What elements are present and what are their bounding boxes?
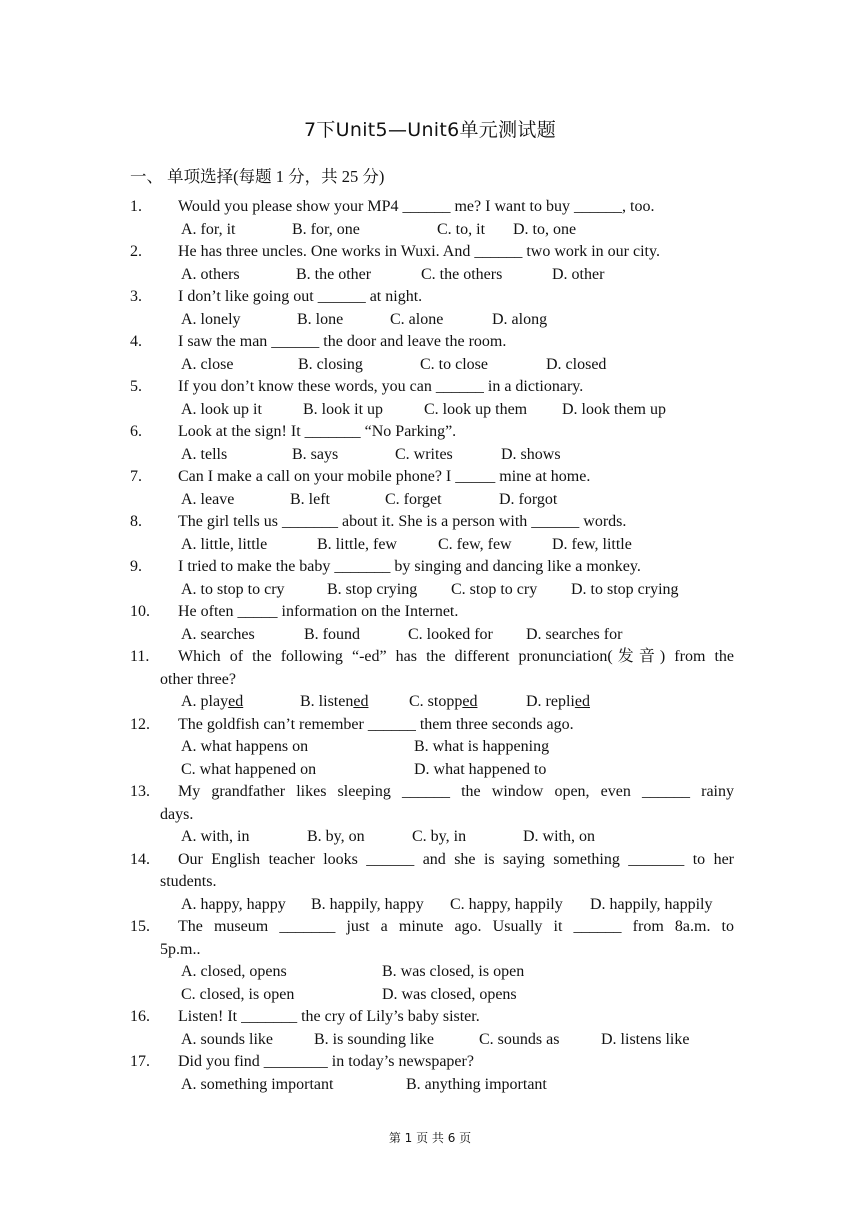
option-b: B. the other <box>296 265 372 283</box>
question-9 <box>130 556 734 601</box>
option-d: D. closed <box>546 355 607 373</box>
question-12 <box>130 714 734 782</box>
question-text: Would you please show your MP4 ______ me? I want to buy ______, too. <box>178 198 655 215</box>
question-number: 12. <box>130 715 150 733</box>
underlined-ending: ed <box>353 693 369 710</box>
section-heading: 一、 单项选择(每题 1 分，共 25 分) <box>130 167 385 186</box>
option-c: C. the others <box>421 265 503 283</box>
question-number: 6. <box>130 423 142 440</box>
option-a: A. tells <box>181 445 228 463</box>
question-text: I don’t like going out ______ at night. <box>178 288 423 305</box>
option-a: A. little, little <box>181 535 268 553</box>
option-c: C. forget <box>385 490 442 508</box>
question-number: 4. <box>130 333 142 350</box>
option-c: C. writes <box>395 445 453 463</box>
question-number: 15. <box>130 918 150 935</box>
question-number: 7. <box>130 468 142 485</box>
option-a: A. closed, opens <box>181 963 287 980</box>
option-a: A. leave <box>181 490 235 508</box>
option-b: B. found <box>304 625 360 643</box>
question-16 <box>130 1006 734 1051</box>
option-d: D. to, one <box>513 220 577 238</box>
option-b: B. what is happening <box>414 738 550 755</box>
option-c: C. looked for <box>408 625 493 643</box>
option-c: C. sounds as <box>479 1030 560 1048</box>
question-text-continued: days. <box>160 805 194 823</box>
page-title: 7下Unit5—Unit6单元测试题 <box>303 119 557 141</box>
option-b: B. by, on <box>307 828 365 845</box>
option-b: B. was closed, is open <box>382 963 525 980</box>
option-a: A. to stop to cry <box>181 580 285 598</box>
option-a: A. with, in <box>181 828 250 845</box>
question-5 <box>130 376 734 421</box>
question-number: 3. <box>130 288 142 305</box>
option-c: C. look up them <box>424 400 528 418</box>
option-a: A. played <box>181 693 244 710</box>
option-c: C. alone <box>390 310 444 328</box>
option-a: A. others <box>181 265 240 283</box>
option-a: A. what happens on <box>181 738 309 755</box>
option-a: A. for, it <box>181 220 236 238</box>
question-text: He has three uncles. One works in Wuxi. And ______ two work in our city. <box>178 243 660 260</box>
option-d: D. replied <box>526 693 590 710</box>
option-b: B. listened <box>300 693 369 710</box>
option-d: D. other <box>552 265 605 283</box>
question-14 <box>130 849 734 917</box>
question-text: Our English teacher looks ______ and she is saying something _______ to her <box>178 850 734 868</box>
option-c: C. happy, happily <box>450 895 563 913</box>
question-text-continued: other three? <box>160 670 236 688</box>
question-10 <box>130 601 734 646</box>
question-text: Look at the sign! It _______ “No Parking”. <box>178 423 457 440</box>
question-13 <box>130 781 734 849</box>
option-d: D. was closed, opens <box>382 985 517 1003</box>
option-c: C. what happened on <box>181 760 317 778</box>
option-d: D. forgot <box>499 490 558 508</box>
question-text: Listen! It _______ the cry of Lily’s baby sister. <box>178 1008 480 1025</box>
option-b: B. little, few <box>317 535 397 553</box>
question-text: I tried to make the baby _______ by singing and dancing like a monkey. <box>178 558 641 575</box>
option-c: C. to close <box>420 355 488 373</box>
question-15 <box>130 916 734 1006</box>
underlined-ending: ed <box>228 693 244 710</box>
option-b: B. lone <box>297 310 344 328</box>
question-text: The museum _______ just a minute ago. Usually it ______ from 8a.m. to <box>178 918 734 935</box>
question-number: 14. <box>130 850 150 868</box>
option-b: B. anything important <box>406 1075 547 1093</box>
option-d: D. shows <box>501 445 561 463</box>
option-c: C. few, few <box>438 535 512 553</box>
question-text: The girl tells us _______ about it. She is a person with ______ words. <box>178 513 627 530</box>
question-number: 2. <box>130 243 142 260</box>
question-17 <box>130 1051 734 1096</box>
option-c: C. closed, is open <box>181 985 295 1003</box>
question-2 <box>130 241 734 286</box>
question-text: He often _____ information on the Internet. <box>178 603 459 620</box>
option-c: C. by, in <box>412 828 467 845</box>
question-number: 10. <box>130 603 150 620</box>
question-number: 11. <box>130 648 150 665</box>
question-text: My grandfather likes sleeping ______ the window open, even ______ rainy <box>178 783 734 800</box>
option-d: D. look them up <box>562 400 666 418</box>
question-3 <box>130 286 734 331</box>
option-b: B. look it up <box>303 400 384 418</box>
question-text: If you don’t know these words, you can ______ in a dictionary. <box>178 378 584 395</box>
question-number: 9. <box>130 558 142 575</box>
question-number: 17. <box>130 1053 150 1070</box>
option-a: A. searches <box>181 625 255 643</box>
question-7 <box>130 466 734 511</box>
question-text: I saw the man ______ the door and leave the room. <box>178 333 507 350</box>
page-footer: 第 1 页 共 6 页 <box>388 1131 472 1145</box>
question-8 <box>130 511 734 556</box>
question-4 <box>130 331 734 376</box>
question-number: 13. <box>130 783 150 800</box>
option-a: A. happy, happy <box>181 895 286 913</box>
question-text: Can I make a call on your mobile phone? I _____ mine at home. <box>178 468 591 485</box>
option-a: A. look up it <box>181 400 262 418</box>
question-list <box>130 196 734 1096</box>
underlined-ending: ed <box>462 693 478 710</box>
question-text: Did you find ________ in today’s newspaper? <box>178 1053 474 1070</box>
option-c: C. stopped <box>409 693 478 710</box>
question-text: Which of the following “-ed” has the different pronunciation(发音) from the <box>178 648 734 665</box>
option-c: C. stop to cry <box>451 580 538 598</box>
option-b: B. left <box>290 490 330 508</box>
question-text-continued: 5p.m.. <box>160 940 201 958</box>
option-d: D. happily, happily <box>590 895 713 913</box>
option-d: D. along <box>492 310 548 328</box>
option-b: B. stop crying <box>327 580 418 598</box>
option-d: D. with, on <box>523 828 595 845</box>
question-number: 16. <box>130 1008 150 1025</box>
option-d: D. to stop crying <box>571 580 679 598</box>
option-a: A. sounds like <box>181 1030 273 1048</box>
question-text-continued: students. <box>160 873 217 890</box>
option-d: D. searches for <box>526 625 623 643</box>
option-a: A. something important <box>181 1075 334 1093</box>
question-number: 8. <box>130 513 142 530</box>
option-d: D. few, little <box>552 535 632 553</box>
option-a: A. close <box>181 355 234 373</box>
question-1 <box>130 196 734 241</box>
question-number: 1. <box>130 198 142 215</box>
option-a: A. lonely <box>181 310 241 328</box>
option-b: B. is sounding like <box>314 1030 435 1048</box>
question-11 <box>130 646 734 714</box>
option-d: D. listens like <box>601 1030 690 1048</box>
option-c: C. to, it <box>437 220 486 238</box>
option-b: B. closing <box>298 355 363 373</box>
underlined-ending: ed <box>574 693 590 710</box>
option-b: B. happily, happy <box>311 895 424 913</box>
question-6 <box>130 421 734 466</box>
option-b: B. for, one <box>292 220 360 238</box>
question-text: The goldfish can’t remember ______ them three seconds ago. <box>178 715 574 733</box>
option-b: B. says <box>292 445 339 463</box>
option-d: D. what happened to <box>414 760 547 778</box>
question-number: 5. <box>130 378 142 395</box>
